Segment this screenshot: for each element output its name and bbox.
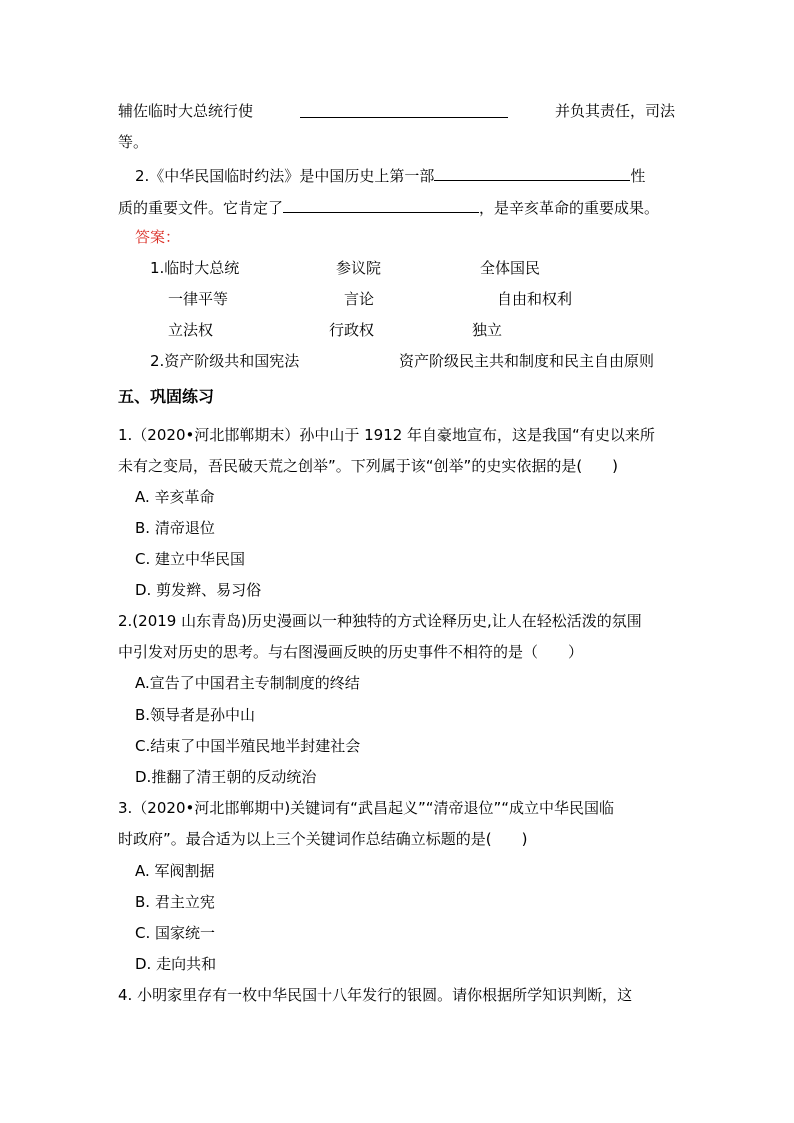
question-2-fill-line-2: [118, 196, 659, 218]
answer-item: 1.临时大总统: [150, 259, 240, 277]
fill-blank[interactable]: [300, 101, 508, 118]
answer-label: 答案：: [135, 228, 181, 246]
question-stem: 4. 小明家里存有一枚中华民国十八年发行的银圆。请你根据所学知识判断，这: [118, 986, 633, 1004]
option-a[interactable]: A. 军阀割据: [135, 862, 215, 880]
option-b[interactable]: B. 清帝退位: [135, 519, 215, 537]
option-d[interactable]: D. 走向共和: [135, 955, 217, 973]
question-stem: 时政府”。最合适为以上三个关键词作总结确立标题的是( ): [118, 830, 528, 848]
answer-item: 独立: [472, 321, 503, 339]
answer-item: 立法权: [168, 321, 214, 339]
option-d[interactable]: D. 剪发辫、易习俗: [135, 581, 262, 599]
option-a[interactable]: A.宣告了中国君主专制制度的终结: [135, 674, 360, 692]
option-b[interactable]: B. 君主立宪: [135, 893, 215, 911]
option-c[interactable]: C. 建立中华民国: [135, 550, 246, 568]
option-b[interactable]: B.领导者是孙中山: [135, 706, 256, 724]
question-stem: 2.(2019 山东青岛)历史漫画以一种独特的方式诠释历史,让人在轻松活泼的氛围: [118, 612, 642, 630]
question-stem: 1.（2020•河北邯郸期末）孙中山于 1912 年自豪地宣布，这是我国“有史以来所: [118, 426, 655, 444]
answer-item: 参议院: [336, 259, 382, 277]
question-stem: 中引发对历史的思考。与右图漫画反映的历史事件不相符的是（ ）: [118, 643, 584, 661]
answer-item: 行政权: [329, 321, 375, 339]
fill-line-1-prefix: 辅佐临时大总统行使: [118, 102, 254, 120]
answer-item: 资产阶级民主共和制度和民主自由原则: [399, 352, 655, 370]
question-2-fill: [135, 164, 645, 186]
fill-line-1: [118, 101, 675, 121]
option-c[interactable]: C. 国家统一: [135, 924, 216, 942]
answer-item: 一律平等: [168, 290, 229, 308]
option-d[interactable]: D.推翻了清王朝的反动统治: [135, 768, 317, 786]
answer-item: 2.资产阶级共和国宪法: [150, 352, 300, 370]
fill-blank[interactable]: [434, 164, 630, 181]
option-a[interactable]: A. 辛亥革命: [135, 488, 215, 506]
option-c[interactable]: C.结束了中国半殖民地半封建社会: [135, 737, 361, 755]
fill-line-2: 等。: [118, 133, 149, 151]
question-2-prefix: 2.《中华民国临时约法》是中国历史上第一部: [135, 167, 435, 185]
fill-line-1-suffix: 并负其责任，司法: [554, 102, 675, 120]
question-2-line-2-prefix: 质的重要文件。它肯定了: [118, 199, 284, 217]
question-2-suffix: 性: [630, 167, 646, 185]
section-heading: 五、巩固练习: [118, 387, 215, 406]
answer-item: 言论: [344, 290, 375, 308]
question-stem: 未有之变局，吾民破天荒之创举”。下列属于该“创举”的史实依据的是( ): [118, 457, 619, 475]
answer-item: 全体国民: [480, 259, 541, 277]
fill-blank[interactable]: [283, 196, 479, 213]
question-stem: 3.（2020•河北邯郸期中)关键词有“武昌起义”“清帝退位”“成立中华民国临: [118, 799, 615, 817]
question-2-line-2-suffix: ，是辛亥革命的重要成果。: [479, 199, 660, 217]
answer-item: 自由和权利: [497, 290, 573, 308]
